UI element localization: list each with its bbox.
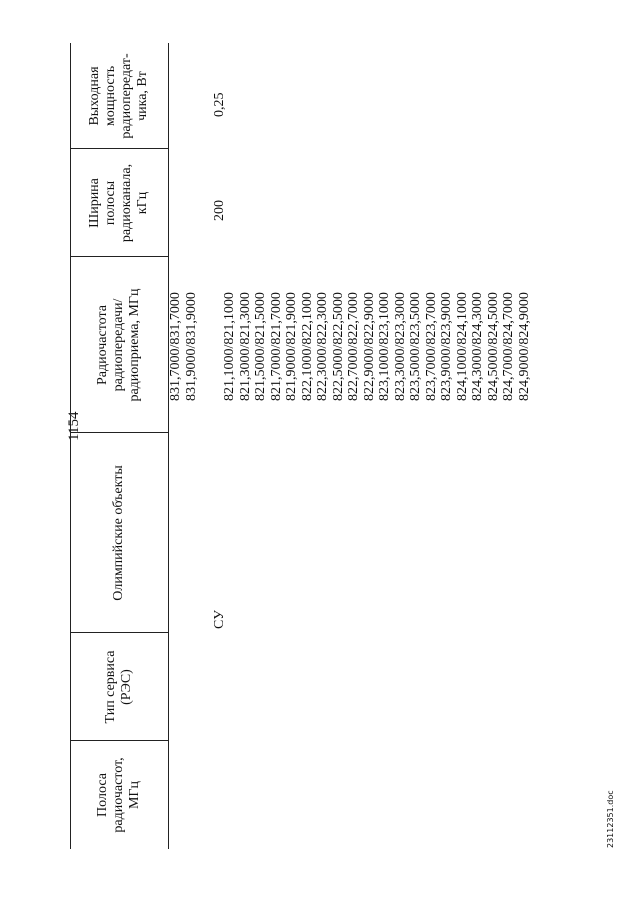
frequency-item: 823,7000/823,7000 [423, 292, 439, 401]
column-header-bandwidth: Ширина полосы радиоканала, кГц [87, 163, 150, 243]
frequency-item: 821,7000/821,7000 [268, 292, 284, 401]
frequency-item: 822,7000/822,7000 [346, 292, 361, 401]
frequency-item: 822,3000/822,3000 [315, 292, 330, 401]
frequency-item: 824,1000/824,1000 [454, 292, 470, 401]
cell-object: СУ [212, 609, 227, 629]
frequency-item: 823,9000/823,9000 [439, 292, 454, 401]
frequency-item: 821,5000/821,5000 [253, 292, 268, 401]
frequency-item: 831,7000/831,7000 [168, 292, 183, 401]
frequency-list [168, 201, 532, 401]
page-number: 1154 [66, 411, 82, 441]
frequency-item: 824,9000/824,9000 [516, 292, 532, 401]
document-id: 23112351.doc [606, 790, 615, 848]
frequency-item: 822,1000/822,1000 [299, 292, 315, 401]
column-header-objects: Олимпийские объекты [111, 465, 126, 601]
frequency-item: 823,3000/823,3000 [392, 292, 408, 401]
column-header-service: Тип сервиса (РЭС) [103, 650, 134, 724]
cell-power: 0,25 [212, 92, 227, 117]
cell-bandwidth: 200 [212, 200, 227, 221]
frequency-item: 821,3000/821,3000 [237, 292, 253, 401]
column-header-power: Выходная мощность радиопередат- чика, Вт [87, 53, 150, 139]
header-bottom-border [168, 43, 169, 849]
frequency-item: 824,3000/824,3000 [470, 292, 485, 401]
column-header-band: Полоса радиочастот, МГц [95, 757, 142, 833]
frequency-item: 824,5000/824,5000 [485, 292, 501, 401]
frequency-item: 821,9000/821,9000 [284, 292, 299, 401]
frequency-item: 823,5000/823,5000 [408, 292, 423, 401]
column-header-frequency: Радиочастота радиопередачи/ радиоприема, МГц [95, 288, 142, 402]
frequency-item: 822,9000/822,9000 [361, 292, 377, 401]
frequency-item: 822,5000/822,5000 [330, 292, 346, 401]
frequency-item: 824,7000/824,7000 [501, 292, 516, 401]
frequency-item: 821,1000/821,1000 [222, 292, 237, 401]
frequency-item: 831,9000/831,9000 [183, 292, 199, 401]
frequency-item: 823,1000/823,1000 [377, 292, 392, 401]
frequency-table [70, 43, 590, 849]
